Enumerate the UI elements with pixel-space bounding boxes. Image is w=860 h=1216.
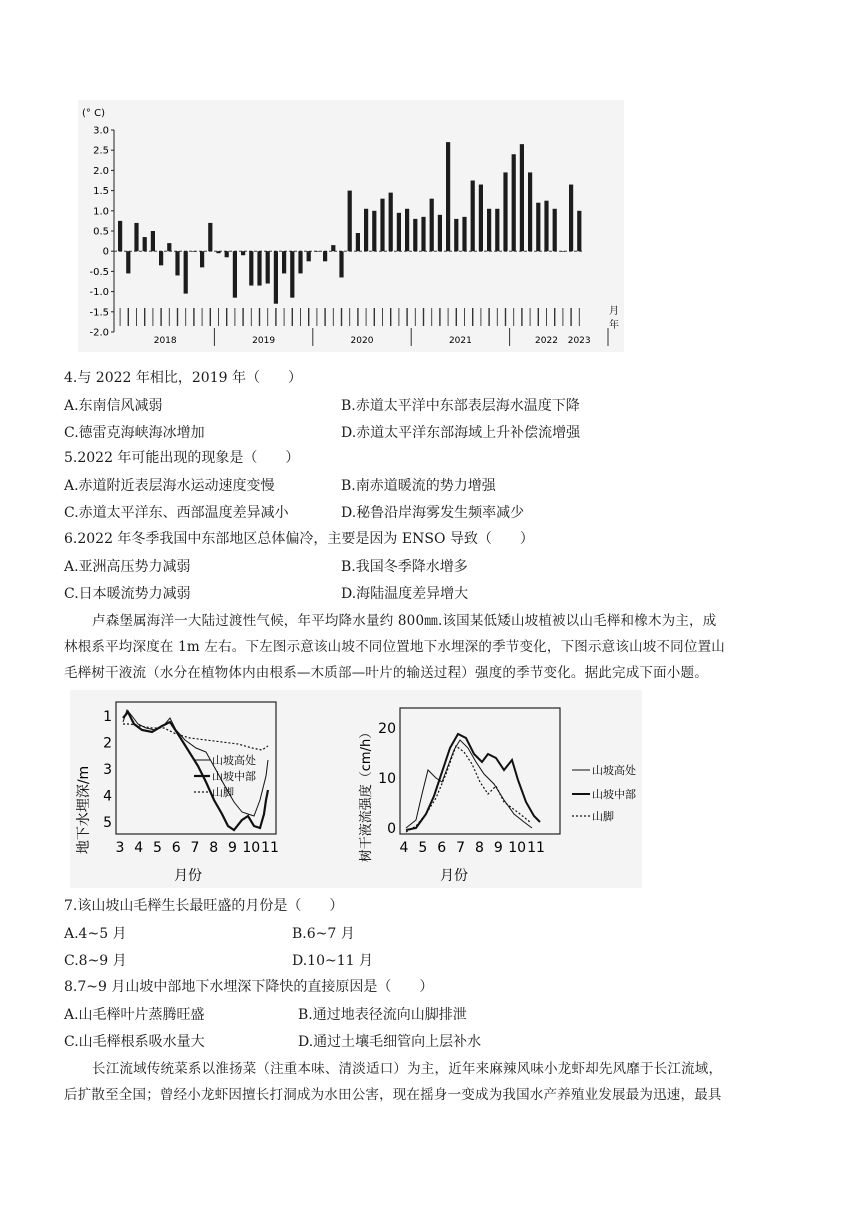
enso-year-label: 2021 <box>448 336 472 346</box>
sf-legend-mid: 山坡中部 <box>592 788 636 801</box>
q7-option-d[interactable]: D.10~11 月 <box>292 953 373 969</box>
q4-option-c[interactable]: C.德雷克海峡海冰增加 <box>64 425 205 441</box>
enso-bar <box>307 251 311 261</box>
enso-year-label: 2018 <box>153 336 177 346</box>
enso-bar <box>208 223 212 251</box>
enso-bar <box>405 209 409 251</box>
enso-bar <box>315 251 319 252</box>
sf-x-tick-label: 5 <box>418 840 428 856</box>
enso-bar <box>339 251 343 277</box>
enso-year-label: 2022 <box>535 336 558 346</box>
sapflow-y-label: 树干液流强度（cm/h） <box>359 725 374 863</box>
enso-bar <box>495 209 499 251</box>
enso-bar <box>553 209 557 251</box>
enso-bar <box>413 219 417 251</box>
gw-y-tick-label: 1 <box>103 709 112 725</box>
question-5-stem: 5.2022 年可能出现的现象是（ ） <box>64 450 300 466</box>
enso-bar <box>143 237 147 251</box>
q8-option-b[interactable]: B.通过地表径流向山脚排泄 <box>298 1007 467 1023</box>
passage-crayfish <box>64 1056 794 1108</box>
enso-bar <box>274 251 278 304</box>
sf-y-tick-label: 0 <box>387 821 396 837</box>
enso-y-tick-label: 1.5 <box>93 186 109 198</box>
groundwater-legend <box>194 753 256 799</box>
gw-y-tick-label: 3 <box>103 762 112 778</box>
enso-y-tick-label: 2.0 <box>93 165 109 177</box>
enso-bar <box>200 251 204 267</box>
enso-y-tick-label: 1.0 <box>93 206 109 218</box>
enso-year-label: 2023 <box>567 336 591 346</box>
gw-x-tick-label: 7 <box>190 840 200 856</box>
sf-x-tick-label: 9 <box>493 840 503 856</box>
sf-y-tick-label: 10 <box>378 771 396 787</box>
q6-option-c[interactable]: C.日本暖流势力减弱 <box>64 586 191 602</box>
enso-bar <box>389 193 393 252</box>
gw-legend-foot: 山脚 <box>212 786 234 799</box>
enso-bar <box>561 251 565 252</box>
enso-bar <box>364 209 368 251</box>
q5-option-d[interactable]: D.秘鲁沿岸海雾发生频率减少 <box>341 505 525 521</box>
enso-bar <box>479 185 483 252</box>
q5-option-b[interactable]: B.南赤道暖流的势力增强 <box>341 478 496 494</box>
sf-x-tick-label: 6 <box>437 840 447 856</box>
q6-option-a[interactable]: A.亚洲高压势力减弱 <box>64 559 191 575</box>
passage-2-line-1: 长江流域传统菜系以淮扬菜（注重本味、清淡适口）为主，近年来麻辣风味小龙虾却先风靡于长江流域， <box>92 1061 723 1077</box>
gw-x-tick-label: 6 <box>171 840 181 856</box>
enso-bar <box>544 201 548 252</box>
enso-y-tick-label: -1.0 <box>89 287 109 299</box>
q4-option-b[interactable]: B.赤道太平洋中东部表层海水温度下降 <box>341 398 580 414</box>
sf-x-tick-label: 7 <box>456 840 466 856</box>
enso-bar <box>266 251 270 283</box>
gw-y-tick-label: 2 <box>103 735 112 752</box>
sf-legend-high: 山坡高处 <box>592 764 636 777</box>
groundwater-plot-frame <box>116 702 276 834</box>
enso-bar <box>175 251 179 275</box>
q4-option-a[interactable]: A.东南信风减弱 <box>64 398 163 414</box>
enso-bar <box>569 185 573 252</box>
gw-x-tick-label: 9 <box>228 840 237 856</box>
sf-x-tick-label: 4 <box>399 840 409 856</box>
q8-option-d[interactable]: D.通过土壤毛细管向上层补水 <box>298 1034 482 1050</box>
enso-unit-label: (° C) <box>82 108 105 119</box>
enso-y-tick-label: 0 <box>102 246 109 258</box>
question-6-stem: 6.2022 年冬季我国中东部地区总体偏冷，主要是因为 ENSO 导致（ ） <box>64 531 534 547</box>
groundwater-charts-svg <box>70 690 642 888</box>
enso-bar <box>487 209 491 251</box>
question-4-stem: 4.与 2022 年相比，2019 年（ ） <box>64 370 302 386</box>
enso-bar <box>151 231 155 251</box>
passage-1-line-1: 卢森堡属海洋一大陆过渡性气候，年平均降水量约 800㎜.该国某低矮山坡植被以山毛榉和橡木为主，成 <box>92 613 717 629</box>
groundwater-chart <box>70 690 642 888</box>
sf-line-foot <box>406 746 530 832</box>
enso-bar <box>331 245 335 251</box>
enso-bar <box>446 142 450 251</box>
enso-bar <box>298 251 302 273</box>
question-7-stem: 7.该山坡山毛榉生长最旺盛的月份是（ ） <box>64 898 344 914</box>
enso-bar <box>192 251 196 252</box>
gw-y-tick-label: 5 <box>103 815 112 831</box>
enso-bar <box>134 223 138 251</box>
enso-bar <box>471 181 475 252</box>
enso-bar <box>380 199 384 252</box>
enso-bar <box>536 203 540 251</box>
enso-y-tick-label: 3.0 <box>93 125 109 137</box>
groundwater-y-label: 地下水埋深/m <box>76 765 92 855</box>
enso-bar <box>454 219 458 251</box>
enso-y-tick-label: -1.5 <box>89 307 109 319</box>
enso-bar <box>241 251 245 255</box>
passage-1-line-2: 林根系平均深度在 1m 左右。下左图示意该山坡不同位置地下水埋深的季节变化，下图示意该山坡不同位置山 <box>64 639 725 655</box>
enso-bar <box>159 251 163 265</box>
sf-legend-foot: 山脚 <box>592 810 614 823</box>
enso-bar <box>249 251 253 285</box>
gw-x-tick-label: 8 <box>209 840 219 856</box>
enso-bar <box>233 251 237 297</box>
gw-x-tick-label: 4 <box>134 840 144 856</box>
enso-bar <box>290 251 294 297</box>
enso-bar <box>184 251 188 293</box>
passage-luxembourg <box>64 608 794 686</box>
sf-y-tick-label: 20 <box>378 721 396 737</box>
sf-x-tick-label: 10 <box>508 840 527 856</box>
enso-y-tick-label: -2.0 <box>89 327 109 339</box>
enso-bar <box>430 199 434 252</box>
enso-year-label: 2020 <box>350 336 374 346</box>
enso-bar <box>356 233 360 251</box>
enso-bar <box>528 172 532 251</box>
enso-bar <box>577 211 581 251</box>
q4-option-d[interactable]: D.赤道太平洋东部海域上升补偿流增强 <box>341 425 581 441</box>
enso-bar <box>282 251 286 273</box>
q7-option-a[interactable]: A.4~5 月 <box>64 926 127 942</box>
gw-y-tick-label: 4 <box>103 788 112 805</box>
enso-bar <box>421 217 425 251</box>
enso-chart-svg <box>78 100 624 352</box>
enso-year-label: 2019 <box>252 336 276 346</box>
enso-bar <box>257 251 261 285</box>
gw-legend-high: 山坡高处 <box>212 754 256 767</box>
q7-option-c[interactable]: C.8~9 月 <box>64 953 127 969</box>
gw-x-tick-label: 5 <box>153 840 162 856</box>
q6-option-b[interactable]: B.我国冬季降水增多 <box>341 559 468 575</box>
q5-option-a[interactable]: A.赤道附近表层海水运动速度变慢 <box>64 478 275 494</box>
enso-bar <box>118 221 122 251</box>
enso-bar <box>520 144 524 251</box>
q8-option-c[interactable]: C.山毛榉根系吸水量大 <box>64 1034 205 1050</box>
enso-bar <box>397 213 401 251</box>
enso-bar <box>323 251 327 261</box>
enso-bar <box>348 191 352 252</box>
enso-x-suffix-year: 年 <box>609 320 619 331</box>
enso-bar <box>372 211 376 251</box>
question-8-stem: 8.7~9 月山坡中部地下水埋深下降快的直接原因是（ ） <box>64 979 434 995</box>
gw-x-tick-label: 10 <box>242 840 261 856</box>
groundwater-x-label: 月份 <box>174 868 202 884</box>
enso-bar <box>225 251 229 257</box>
sf-x-tick-label: 8 <box>474 840 484 856</box>
gw-x-tick-label: 3 <box>115 840 125 856</box>
passage-1-line-3: 毛榉树干液流（水分在植物体内由根系—木质部—叶片的输送过程）强度的季节变化。据此完成下面小题。 <box>64 665 708 681</box>
enso-bar <box>438 215 442 251</box>
q6-option-d[interactable]: D.海陆温度差异增大 <box>341 586 469 602</box>
enso-bar <box>167 243 171 251</box>
sf-line-mid <box>406 734 540 830</box>
enso-bar <box>216 251 220 253</box>
enso-bar <box>503 172 507 251</box>
passage-2-line-2: 后扩散至全国；曾经小龙虾因擅长打洞成为水田公害，现在摇身一变成为我国水产养殖业发展最为迅速，最具 <box>64 1087 722 1103</box>
q8-option-a[interactable]: A.山毛榉叶片蒸腾旺盛 <box>64 1007 205 1023</box>
enso-y-tick-label: 0.5 <box>93 226 109 238</box>
gw-x-tick-label: 11 <box>261 840 279 856</box>
q5-option-c[interactable]: C.赤道太平洋东、西部温度差异减小 <box>64 505 289 521</box>
enso-x-suffix: 月 <box>609 306 619 317</box>
enso-bar <box>512 154 516 251</box>
enso-bar <box>126 251 130 273</box>
enso-chart <box>78 100 624 352</box>
enso-y-tick-label: 2.5 <box>93 145 109 157</box>
sf-x-tick-label: 11 <box>527 840 545 856</box>
sapflow-legend <box>572 763 636 823</box>
gw-legend-mid: 山坡中部 <box>212 770 256 783</box>
enso-bar <box>462 217 466 251</box>
enso-y-tick-label: -0.5 <box>89 266 109 278</box>
sapflow-x-label: 月份 <box>440 868 468 884</box>
q7-option-b[interactable]: B.6~7 月 <box>292 926 355 942</box>
